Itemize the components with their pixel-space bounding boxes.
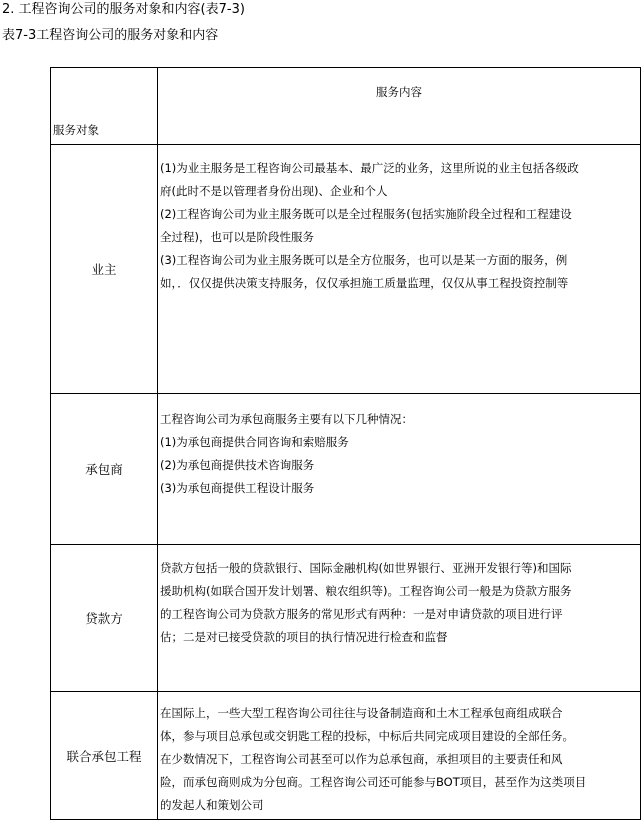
- row-object-owner: 业主: [51, 145, 158, 394]
- content-line: 的发起人和策划公司: [160, 798, 264, 812]
- table-row: [51, 545, 641, 692]
- content-line: (1)为承包商提供合同咨询和索赔服务: [160, 435, 349, 449]
- content-line: 府(此时不是以管理者身份出现)、企业和个人: [160, 184, 388, 198]
- content-line: 贷款方包括一般的贷款银行、国际金融机构(如世界银行、亚洲开发银行等)和国际: [160, 561, 572, 575]
- content-line: 援助机构(如联合国开发计划署、粮农组织等)。工程咨询公司一般是为贷款方服务: [160, 584, 572, 598]
- row-object-joint-contracting: 联合承包工程: [51, 692, 158, 820]
- header-content-label: 服务内容: [376, 85, 422, 99]
- content-line: 体，参与项目总承包或交钥匙工程的投标，中标后共同完成项目建设的全部任务。: [160, 729, 574, 743]
- header-cell-content: [158, 68, 641, 145]
- content-line: (3)工程咨询公司为业主服务既可以是全方位服务，也可以是某一方面的服务，例: [160, 253, 568, 267]
- row-object-lender: 贷款方: [51, 545, 158, 692]
- content-line: 全过程)，也可以是阶段性服务: [160, 230, 314, 244]
- row-object-contractor: 承包商: [51, 394, 158, 545]
- table-row: [51, 145, 641, 394]
- row-content-owner: [158, 145, 641, 394]
- row-content-lender: [158, 545, 641, 692]
- row-content-joint-contracting: [158, 692, 641, 820]
- content-line: (3)为承包商提供工程设计服务: [160, 481, 315, 495]
- service-table: [50, 67, 641, 820]
- table-header-row: [51, 68, 641, 145]
- content-line: 如，．仅仅提供决策支持服务，仅仅承担施工质量监理，仅仅从事工程投资控制等: [160, 276, 569, 290]
- row-content-contractor: [158, 394, 641, 545]
- content-line: (1)为业主服务是工程咨询公司最基本、最广泛的业务，这里所说的业主包括各级政: [160, 161, 579, 175]
- table-caption: 表7-3工程咨询公司的服务对象和内容: [2, 28, 219, 43]
- section-heading: 2. 工程咨询公司的服务对象和内容(表7-3): [2, 2, 245, 17]
- content-line: 的工程咨询公司为贷款方服务的常见形式有两种：一是对申请贷款的项目进行评: [160, 607, 563, 621]
- content-line: 估；二是对已接受贷款的项目的执行情况进行检查和监督: [160, 630, 448, 644]
- header-cell-object: [51, 68, 158, 145]
- content-line: 在少数情况下，工程咨询公司甚至可以作为总承包商，承担项目的主要责任和风: [160, 752, 563, 766]
- content-line: 险，而承包商则成为分包商。工程咨询公司还可能参与BOT项目，甚至作为这类项目: [160, 775, 587, 789]
- header-object-label: 服务对象: [53, 123, 99, 137]
- content-line: (2)为承包商提供技术咨询服务: [160, 458, 315, 472]
- table-row: [51, 692, 641, 820]
- content-line: 工程咨询公司为承包商服务主要有以下几种情况：: [160, 412, 413, 426]
- content-line: 在国际上，一些大型工程咨询公司往往与设备制造商和土木工程承包商组成联合: [160, 706, 563, 720]
- content-line: (2)工程咨询公司为业主服务既可以是全过程服务(包括实施阶段全过程和工程建设: [160, 207, 572, 221]
- table-row: [51, 394, 641, 545]
